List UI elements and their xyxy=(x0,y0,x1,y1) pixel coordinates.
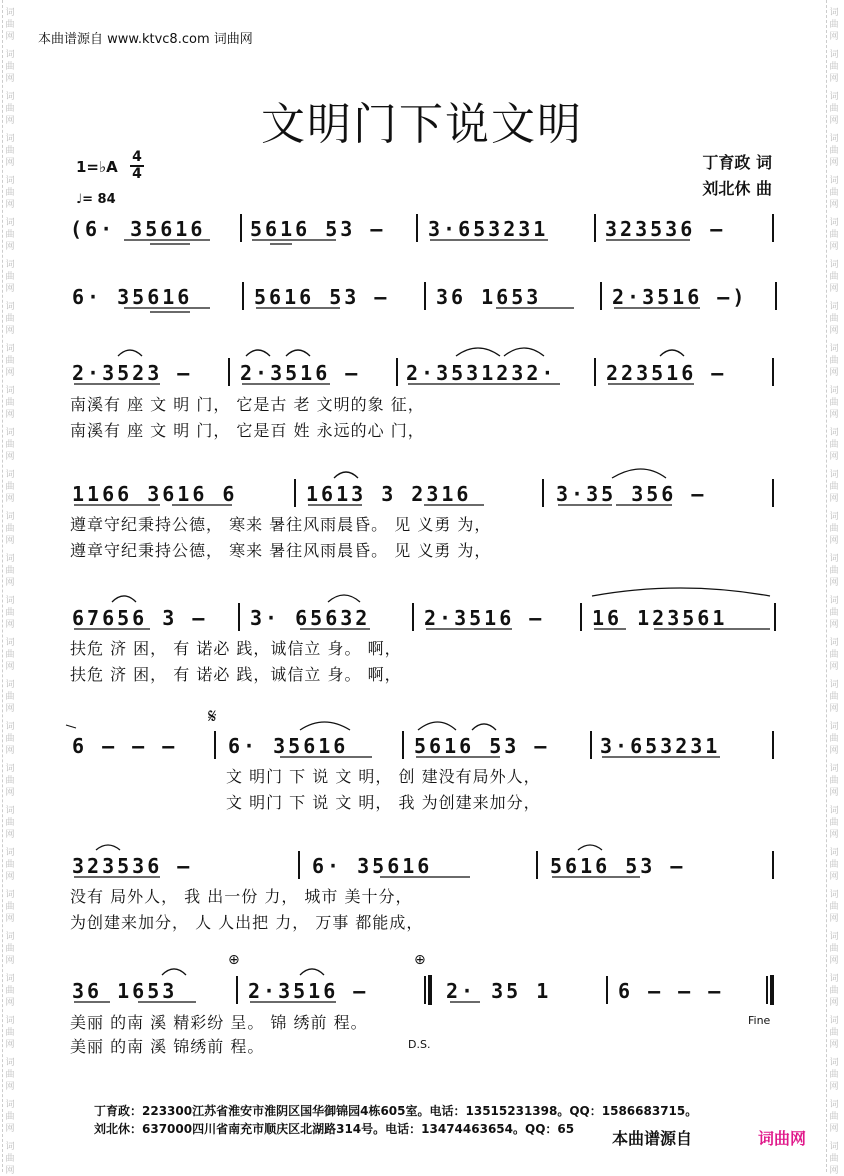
watermark-glyph: 网 xyxy=(829,410,839,420)
lyric-verse-2: 南溪有 座 文 明 门， 它是百 姓 永远的心 门， xyxy=(70,421,425,440)
watermark-glyph: 词 xyxy=(5,596,15,606)
slur xyxy=(162,969,186,975)
watermark-glyph: 曲 xyxy=(5,524,15,534)
watermark-glyph: 词 xyxy=(829,470,839,480)
watermark-glyph: 网 xyxy=(5,1124,15,1134)
watermark-glyph: 网 xyxy=(829,116,839,126)
watermark-glyph: 网 xyxy=(5,1166,15,1176)
watermark-glyph: 词 xyxy=(829,848,839,858)
watermark-glyph: 曲 xyxy=(5,608,15,618)
watermark-glyph: 网 xyxy=(829,830,839,840)
watermark-glyph: 网 xyxy=(829,620,839,630)
watermark-glyph: 曲 xyxy=(829,440,839,450)
watermark-glyph: 网 xyxy=(5,830,15,840)
watermark-glyph: 曲 xyxy=(829,860,839,870)
watermark-glyph: 网 xyxy=(829,284,839,294)
watermark-glyph: 曲 xyxy=(829,272,839,282)
watermark-glyph: 词 xyxy=(5,1100,15,1110)
watermark-glyph: 网 xyxy=(829,32,839,42)
lyric-verse-1: 美丽 的南 溪 精彩纷 呈。 锦 绣前 程。 xyxy=(70,1013,368,1032)
watermark-glyph: 曲 xyxy=(829,692,839,702)
watermark-glyph: 词 xyxy=(829,1142,839,1152)
measure-2: 5616 53 – xyxy=(250,217,386,241)
measure-6: 5616 53 – xyxy=(254,285,390,309)
watermark-glyph: 网 xyxy=(5,368,15,378)
watermark-glyph: 曲 xyxy=(829,1070,839,1080)
watermark-glyph: 词 xyxy=(829,554,839,564)
watermark-glyph: 词 xyxy=(5,638,15,648)
watermark-glyph: 网 xyxy=(5,32,15,42)
watermark-glyph: 词 xyxy=(5,176,15,186)
watermark-glyph: 曲 xyxy=(5,188,15,198)
watermark-glyph: 词 xyxy=(5,932,15,942)
measure-24: 323536 – xyxy=(72,854,193,878)
watermark-glyph: 词 xyxy=(829,596,839,606)
watermark-glyph: 网 xyxy=(829,1040,839,1050)
watermark-glyph: 网 xyxy=(5,410,15,420)
watermark-glyph: 词 xyxy=(829,722,839,732)
lyric-verse-2: 文 明门 下 说 文 明， 我 为创建来加分， xyxy=(226,793,541,812)
watermark-glyph: 词 xyxy=(829,512,839,522)
measure-14: 1613 3 2316 xyxy=(306,482,472,506)
watermark-glyph: 网 xyxy=(5,494,15,504)
slur xyxy=(660,350,684,356)
measure-15: 3·35 356 – xyxy=(556,482,707,506)
watermark-glyph: 词 xyxy=(5,8,15,18)
measure-27: 36 1653 xyxy=(72,979,178,1003)
watermark-glyph: 曲 xyxy=(829,818,839,828)
watermark-glyph: 网 xyxy=(5,200,15,210)
watermark-glyph: 网 xyxy=(829,1124,839,1134)
source-header: 本曲谱源自 www.ktvc8.com 词曲网 xyxy=(38,32,253,47)
watermark-glyph: 词 xyxy=(5,512,15,522)
watermark-glyph: 词 xyxy=(829,638,839,648)
watermark-glyph: 词 xyxy=(829,386,839,396)
measure-25: 6· 35616 xyxy=(312,854,433,878)
watermark-glyph: 词 xyxy=(5,134,15,144)
watermark-glyph: 词 xyxy=(829,302,839,312)
watermark-glyph: 曲 xyxy=(829,1112,839,1122)
watermark-glyph: 曲 xyxy=(829,650,839,660)
watermark-glyph: 词 xyxy=(829,680,839,690)
watermark-glyph: 曲 xyxy=(5,860,15,870)
watermark-glyph: 词 xyxy=(5,1058,15,1068)
slur xyxy=(504,348,544,356)
watermark-glyph: 曲 xyxy=(5,62,15,72)
watermark-glyph: 网 xyxy=(5,998,15,1008)
watermark-glyph: 网 xyxy=(829,872,839,882)
watermark-glyph: 曲 xyxy=(5,1154,15,1164)
watermark-glyph: 词 xyxy=(829,176,839,186)
measure-21: 6· 35616 xyxy=(228,734,349,758)
watermark-glyph: 曲 xyxy=(5,734,15,744)
slur xyxy=(612,469,666,478)
measure-13: 1166 3616 6 xyxy=(72,482,238,506)
watermark-glyph: 词 xyxy=(829,1100,839,1110)
lyric-verse-2: 美丽 的南 溪 锦绣前 程。 xyxy=(70,1037,265,1056)
watermark-glyph: 曲 xyxy=(5,1070,15,1080)
watermark-glyph: 词 xyxy=(5,764,15,774)
watermark-glyph: 网 xyxy=(829,956,839,966)
watermark-glyph: 曲 xyxy=(829,902,839,912)
watermark-glyph: 网 xyxy=(829,578,839,588)
watermark-glyph: 词 xyxy=(829,134,839,144)
watermark-glyph: 词 xyxy=(829,50,839,60)
watermark-glyph: 网 xyxy=(829,662,839,672)
watermark-glyph: 曲 xyxy=(5,1028,15,1038)
measure-20: 6 – – – xyxy=(72,734,178,758)
watermark-glyph: 曲 xyxy=(829,734,839,744)
measure-23: 3·653231 xyxy=(600,734,721,758)
measure-3: 3·653231 xyxy=(428,217,549,241)
watermark-glyph: 曲 xyxy=(829,230,839,240)
coda-sign: ⊕ xyxy=(228,952,240,968)
measure-16: 67656 3 – xyxy=(72,606,208,630)
footer-composer-contact: 刘北休：637000四川省南充市顺庆区北湖路314号。电话：13474463654。QQ：65 xyxy=(94,1122,575,1136)
measure-5: 6· 35616 xyxy=(72,285,193,309)
watermark-glyph: 词 xyxy=(829,344,839,354)
watermark-glyph: 网 xyxy=(829,494,839,504)
slur xyxy=(418,722,456,730)
measure-9: 2·3523 – xyxy=(72,361,193,385)
watermark-glyph: 曲 xyxy=(5,776,15,786)
lyric-verse-1: 遵章守纪秉持公德， 寒来 暑往风雨晨昏。 见 义勇 为， xyxy=(70,515,492,534)
watermark-glyph: 曲 xyxy=(829,398,839,408)
watermark-glyph: 词 xyxy=(5,806,15,816)
slur xyxy=(96,845,120,850)
watermark-glyph: 网 xyxy=(5,452,15,462)
lyric-verse-1: 文 明门 下 说 文 明， 创 建没有局外人， xyxy=(226,767,541,786)
measure-19: 16 123561 xyxy=(592,606,728,630)
watermark-glyph: 词 xyxy=(829,428,839,438)
watermark-glyph: 曲 xyxy=(5,356,15,366)
lyric-verse-2: 为创建来加分， 人 人出把 力， 万事 都能成， xyxy=(70,913,424,932)
watermark-glyph: 网 xyxy=(5,326,15,336)
lyric-verse-1: 没有 局外人， 我 出一份 力， 城市 美十分， xyxy=(70,887,413,906)
watermark-glyph: 曲 xyxy=(5,986,15,996)
watermark-glyph: 词 xyxy=(5,260,15,270)
slur xyxy=(472,724,496,730)
watermark-glyph: 网 xyxy=(829,326,839,336)
watermark-glyph: 网 xyxy=(5,704,15,714)
watermark-glyph: 曲 xyxy=(829,776,839,786)
watermark-glyph: 网 xyxy=(5,116,15,126)
watermark-glyph: 词 xyxy=(5,848,15,858)
watermark-glyph: 词 xyxy=(5,1142,15,1152)
slur xyxy=(334,472,358,478)
watermark-glyph: 网 xyxy=(829,704,839,714)
watermark-glyph: 网 xyxy=(5,872,15,882)
watermark-glyph: 词 xyxy=(829,806,839,816)
watermark-glyph: 词 xyxy=(829,1016,839,1026)
watermark-glyph: 词 xyxy=(5,50,15,60)
watermark-glyph: 曲 xyxy=(5,566,15,576)
footer-lyricist-contact: 丁育政：223300江苏省淮安市淮阴区国华御锦园4栋605室。电话：13515231398。QQ：1586683715。 xyxy=(94,1104,698,1118)
watermark-glyph: 网 xyxy=(829,746,839,756)
watermark-glyph: 词 xyxy=(5,344,15,354)
watermark-glyph: 网 xyxy=(5,956,15,966)
measure-12: 223516 – xyxy=(606,361,727,385)
tempo-mark: ♩= 84 xyxy=(76,192,116,207)
measure-28: 2·3516 – xyxy=(248,979,369,1003)
watermark-glyph: 曲 xyxy=(5,482,15,492)
slur xyxy=(328,595,360,602)
brand-logo-text: 词曲网 xyxy=(758,1129,807,1148)
watermark-glyph: 词 xyxy=(829,1058,839,1068)
watermark-glyph: 网 xyxy=(829,452,839,462)
measure-7: 36 1653 xyxy=(436,285,542,309)
watermark-glyph: 曲 xyxy=(829,566,839,576)
watermark-glyph: 词 xyxy=(829,890,839,900)
watermark-glyph: 曲 xyxy=(829,62,839,72)
watermark-glyph: 曲 xyxy=(829,146,839,156)
lyricist-credit: 丁育政 词 xyxy=(702,153,772,172)
watermark-glyph: 网 xyxy=(5,788,15,798)
watermark-glyph: 网 xyxy=(829,242,839,252)
composer-credit: 刘北休 曲 xyxy=(702,179,772,198)
watermark-glyph: 词 xyxy=(829,8,839,18)
watermark-glyph: 词 xyxy=(829,932,839,942)
watermark-glyph: 词 xyxy=(829,218,839,228)
watermark-glyph: 网 xyxy=(5,1040,15,1050)
watermark-glyph: 网 xyxy=(5,746,15,756)
slur xyxy=(456,348,500,356)
watermark-glyph: 词 xyxy=(5,974,15,984)
watermark-glyph: 曲 xyxy=(829,482,839,492)
watermark-glyph: 网 xyxy=(829,200,839,210)
watermark-glyph: 曲 xyxy=(829,20,839,30)
watermark-glyph: 词 xyxy=(5,722,15,732)
watermark-glyph: 曲 xyxy=(5,20,15,30)
watermark-glyph: 曲 xyxy=(5,104,15,114)
fine-mark: Fine xyxy=(748,1014,771,1027)
watermark-glyph: 曲 xyxy=(5,944,15,954)
watermark-glyph: 词 xyxy=(829,764,839,774)
slur xyxy=(246,350,270,356)
watermark-glyph: 词 xyxy=(829,974,839,984)
watermark-glyph: 词 xyxy=(5,554,15,564)
slur xyxy=(112,596,136,602)
watermark-glyph: 网 xyxy=(829,1166,839,1176)
watermark-glyph: 网 xyxy=(829,788,839,798)
watermark-glyph: 曲 xyxy=(829,1154,839,1164)
watermark-glyph: 曲 xyxy=(829,104,839,114)
watermark-glyph: 词 xyxy=(5,428,15,438)
watermark-glyph: 网 xyxy=(5,578,15,588)
watermark-glyph: 网 xyxy=(5,284,15,294)
measure-29: 2· 35 1 xyxy=(446,979,552,1003)
watermark-glyph: 词 xyxy=(5,890,15,900)
watermark-glyph: 网 xyxy=(5,620,15,630)
lyric-verse-2: 扶危 济 困， 有 诺必 践，诚信立 身。 啊， xyxy=(70,665,402,684)
measure-18: 2·3516 – xyxy=(424,606,545,630)
watermark-glyph: 词 xyxy=(829,260,839,270)
watermark-glyph: 网 xyxy=(829,368,839,378)
measure-11: 2·3531232· xyxy=(406,361,557,385)
watermark-glyph: 网 xyxy=(5,914,15,924)
brand-source-label: 本曲谱源自 xyxy=(612,1129,693,1148)
watermark-glyph: 曲 xyxy=(5,272,15,282)
watermark-glyph: 曲 xyxy=(829,986,839,996)
key-signature: 1=♭A xyxy=(76,158,118,176)
watermark-glyph: 词 xyxy=(5,302,15,312)
watermark-glyph: 词 xyxy=(5,680,15,690)
watermark-glyph: 曲 xyxy=(829,944,839,954)
watermark-glyph: 网 xyxy=(829,74,839,84)
measure-30: 6 – – – xyxy=(618,979,724,1003)
watermark-glyph: 词 xyxy=(5,470,15,480)
watermark-glyph: 曲 xyxy=(829,524,839,534)
watermark-glyph: 网 xyxy=(829,914,839,924)
ds-mark: D.S. xyxy=(408,1038,431,1051)
watermark-glyph: 网 xyxy=(5,242,15,252)
song-title: 文明门下说文明 xyxy=(261,99,583,150)
measure-4: 323536 – xyxy=(605,217,726,241)
watermark-glyph: 曲 xyxy=(5,692,15,702)
watermark-glyph: 网 xyxy=(5,1082,15,1092)
measure-17: 3· 65632 xyxy=(250,606,371,630)
lyric-verse-1: 扶危 济 困， 有 诺必 践，诚信立 身。 啊， xyxy=(70,639,402,658)
lyric-verse-2: 遵章守纪秉持公德， 寒来 暑往风雨晨昏。 见 义勇 为， xyxy=(70,541,492,560)
watermark-glyph: 曲 xyxy=(5,902,15,912)
slur xyxy=(300,969,324,975)
measure-22: 5616 53 – xyxy=(414,734,550,758)
measure-10: 2·3516 – xyxy=(240,361,361,385)
watermark-glyph: 词 xyxy=(829,92,839,102)
watermark-glyph: 曲 xyxy=(5,314,15,324)
slur xyxy=(578,845,602,850)
watermark-glyph: 曲 xyxy=(5,1112,15,1122)
watermark-glyph: 网 xyxy=(829,158,839,168)
watermark-glyph: 曲 xyxy=(5,818,15,828)
watermark-glyph: 词 xyxy=(5,386,15,396)
watermark-glyph: 网 xyxy=(829,536,839,546)
watermark-glyph: 曲 xyxy=(829,188,839,198)
time-signature: 4 4 xyxy=(130,150,144,182)
watermark-glyph: 曲 xyxy=(829,1028,839,1038)
watermark-glyph: 词 xyxy=(5,218,15,228)
watermark-glyph: 曲 xyxy=(829,608,839,618)
watermark-glyph: 网 xyxy=(5,158,15,168)
watermark-glyph: 网 xyxy=(5,662,15,672)
lyric-verse-1: 南溪有 座 文 明 门， 它是古 老 文明的象 征， xyxy=(70,395,425,414)
watermark-glyph: 网 xyxy=(5,536,15,546)
watermark-glyph: 曲 xyxy=(829,314,839,324)
watermark-glyph: 网 xyxy=(829,998,839,1008)
watermark-glyph: 网 xyxy=(829,1082,839,1092)
watermark-glyph: 曲 xyxy=(5,398,15,408)
measure-1: (6· 35616 xyxy=(70,217,206,241)
watermark-glyph: 曲 xyxy=(5,650,15,660)
watermark-glyph: 曲 xyxy=(5,146,15,156)
watermark-glyph: 词 xyxy=(5,92,15,102)
segno-sign: 𝄋 xyxy=(208,704,217,728)
coda-sign: ⊕ xyxy=(414,952,426,968)
watermark-glyph: 曲 xyxy=(5,440,15,450)
slur xyxy=(300,722,350,730)
slur xyxy=(118,350,142,356)
measure-26: 5616 53 – xyxy=(550,854,686,878)
watermark-glyph: 曲 xyxy=(829,356,839,366)
slur xyxy=(592,588,770,596)
watermark-glyph: 词 xyxy=(5,1016,15,1026)
measure-8: 2·3516 –) xyxy=(612,285,748,309)
slur xyxy=(286,350,310,356)
watermark-glyph: 网 xyxy=(5,74,15,84)
watermark-glyph: 曲 xyxy=(5,230,15,240)
